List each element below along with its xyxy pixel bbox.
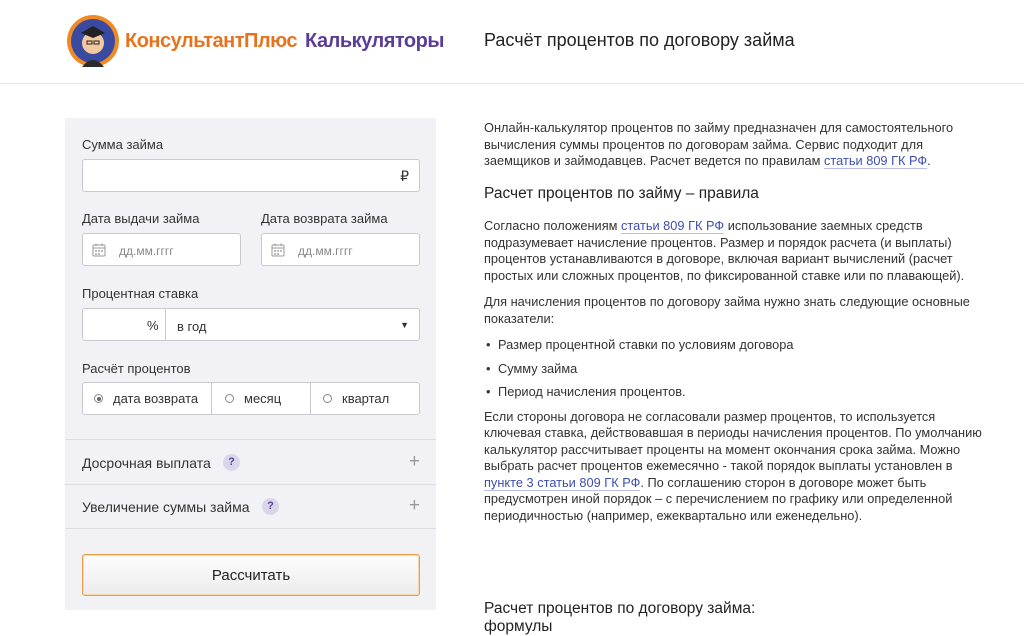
rules-text-end: использование заемных средств подразумевает начисление процентов. Размер и порядок расчета (и выплаты) процентов устанавливаются в договоре, включая вариант вычислений (расчет простых или сложных процентов, по фиксированной ставке или по плавающей). xyxy=(484,218,965,283)
radio-quarter[interactable] xyxy=(323,383,389,414)
help-icon[interactable]: ? xyxy=(223,454,240,471)
radio-label: квартал xyxy=(342,391,390,406)
radio-icon xyxy=(323,394,332,403)
calculate-button[interactable]: Рассчитать xyxy=(82,554,420,596)
calendar-icon xyxy=(271,243,285,257)
loan-amount-input[interactable] xyxy=(82,159,420,192)
rules-paragraph xyxy=(484,218,984,284)
article-809-p3-link[interactable]: пункте 3 статьи 809 ГК РФ xyxy=(484,474,641,490)
return-date-placeholder: дд.мм.гггг xyxy=(298,244,353,258)
issue-date-placeholder: дд.мм.гггг xyxy=(119,244,174,258)
formulas-heading: Расчет процентов по договору займа: формулы xyxy=(484,600,756,635)
issue-date-input[interactable] xyxy=(82,233,241,266)
dropdown-arrow-icon: ▼ xyxy=(400,320,409,330)
radio-icon xyxy=(94,394,103,403)
increase-amount-label: Увеличение суммы займа xyxy=(82,499,250,515)
radio-month[interactable] xyxy=(225,383,281,414)
rate-label: Процентная ставка xyxy=(82,286,199,301)
logo-sub: Калькуляторы xyxy=(305,29,444,52)
return-date-label: Дата возврата займа xyxy=(261,211,388,226)
indicators-list xyxy=(484,337,984,401)
rate-period-select[interactable] xyxy=(83,309,419,340)
issue-date-label: Дата выдачи займа xyxy=(82,211,200,226)
logo[interactable] xyxy=(65,13,444,69)
divider xyxy=(65,528,436,529)
calendar-icon xyxy=(92,243,106,257)
percent-sign: % xyxy=(147,318,159,333)
divider xyxy=(310,383,311,414)
early-repayment-label: Досрочная выплата xyxy=(82,455,211,471)
intro-paragraph xyxy=(484,120,984,170)
article-809-link[interactable]: статьи 809 ГК РФ xyxy=(621,218,725,233)
article-809-link[interactable]: статьи 809 ГК РФ xyxy=(824,153,928,168)
default-text-start: Если стороны договора не согласовали размер процентов, то используется ключевая ставка, действовавшая в периоды начисления процентов. По умолчанию калькулятор рассчитывает проценты на момент окончания срока займа. Можно выбрать расчет процентов ежемесячно - такой порядок выплаты установлен в xyxy=(484,408,982,473)
list-item: • Размер процентной ставки по условиям договора xyxy=(484,337,984,354)
rules-heading: Расчет процентов по займу – правила xyxy=(484,184,759,202)
default-text-end: . По соглашению сторон в договоре может быть предусмотрен иной порядок – с перечислением по графику или определенной периодичностью (например, ежеквартально или еженедельно). xyxy=(484,474,953,523)
ruble-icon: ₽ xyxy=(400,168,409,184)
calculator-panel xyxy=(65,118,436,610)
intro-text: Онлайн-калькулятор процентов по займу предназначен для самостоятельного вычисления суммы процентов по договорам займа. Сервис подходит для заемщиков и займодавцев. Расчет ведется по правилам xyxy=(484,120,954,168)
help-icon[interactable]: ? xyxy=(262,498,279,515)
logo-brand: КонсультантПлюс xyxy=(125,29,298,52)
radio-label: дата возврата xyxy=(113,391,199,406)
radio-icon xyxy=(225,394,234,403)
default-rate-paragraph xyxy=(484,409,984,525)
intro-end: . xyxy=(927,153,931,168)
increase-amount-toggle[interactable] xyxy=(65,485,436,529)
loan-amount-label: Сумма займа xyxy=(82,137,164,152)
interest-calc-label: Расчёт процентов xyxy=(82,361,191,376)
header xyxy=(0,0,1024,84)
description xyxy=(484,120,984,534)
plus-icon: + xyxy=(408,451,420,472)
rate-field xyxy=(82,308,420,341)
divider xyxy=(211,383,212,414)
radio-return-date[interactable] xyxy=(94,383,198,414)
return-date-input[interactable] xyxy=(261,233,420,266)
rate-period-value: в год xyxy=(177,319,207,334)
plus-icon: + xyxy=(408,495,420,516)
early-repayment-toggle[interactable] xyxy=(65,440,436,484)
logo-text xyxy=(125,30,444,53)
list-item: • Период начисления процентов. xyxy=(484,384,984,401)
interest-calc-radio-group xyxy=(82,382,420,415)
rules-text-start: Согласно положениям xyxy=(484,218,621,233)
page-title: Расчёт процентов по договору займа xyxy=(484,30,795,50)
radio-label: месяц xyxy=(244,391,282,406)
indicators-paragraph: Для начисления процентов по договору займа нужно знать следующие основные показатели: xyxy=(484,294,970,326)
list-item: • Сумму займа xyxy=(484,361,984,378)
logo-icon xyxy=(65,13,121,69)
